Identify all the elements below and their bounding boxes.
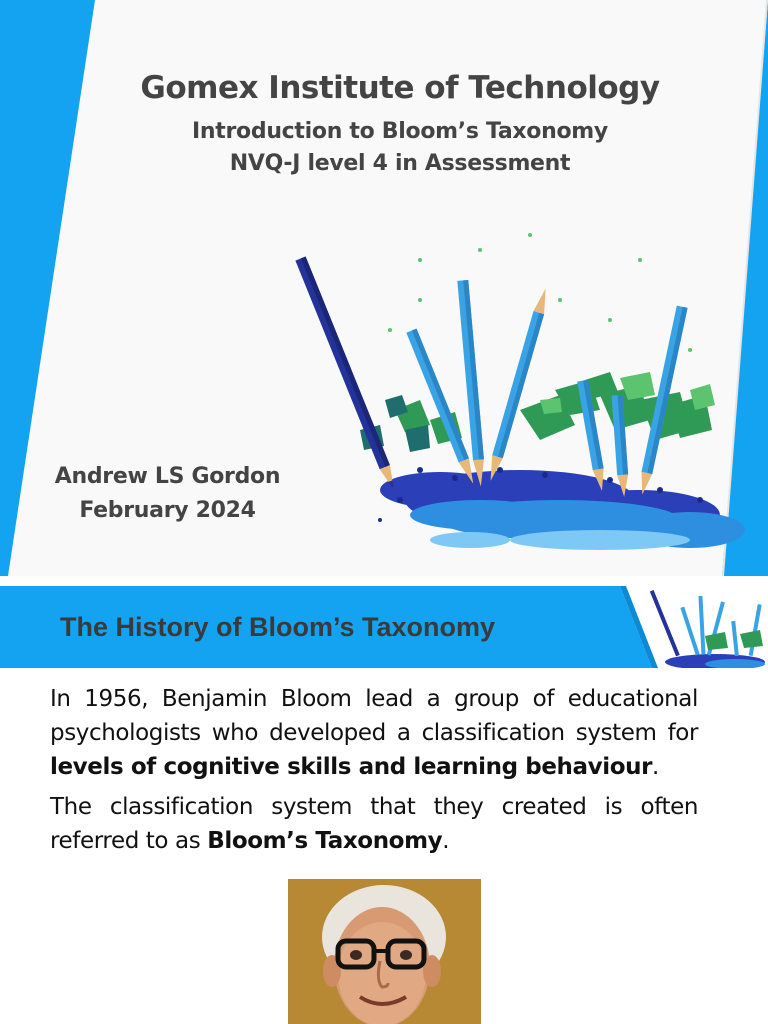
taxonomy-paragraph bbox=[50, 790, 698, 858]
presentation-subtitle: Introduction to Bloom’s Taxonomy bbox=[192, 119, 608, 144]
institute-title: Gomex Institute of Technology bbox=[140, 70, 660, 106]
paragraph-emphasis: Bloom’s Taxonomy bbox=[207, 828, 443, 854]
paragraph-end: . bbox=[442, 828, 450, 854]
paragraph-emphasis: levels of cognitive skills and learning behaviour bbox=[50, 754, 653, 780]
author-name: Andrew LS Gordon bbox=[54, 464, 281, 489]
author-block bbox=[30, 460, 305, 528]
paragraph-text: The classification system that they created is often referred to as bbox=[50, 794, 698, 854]
intro-paragraph bbox=[50, 682, 698, 784]
course-level: NVQ-J level 4 in Assessment bbox=[229, 151, 571, 176]
presentation-date: February 2024 bbox=[79, 498, 256, 523]
slide-heading: The History of Bloom’s Taxonomy bbox=[60, 612, 496, 642]
title-block bbox=[0, 70, 768, 180]
benjamin-bloom-portrait bbox=[288, 879, 481, 1024]
history-slide bbox=[0, 576, 768, 1024]
paragraph-text: In 1956, Benjamin Bloom lead a group of educational psychologists who developed a classification system for bbox=[50, 686, 698, 746]
paragraph-end: . bbox=[652, 754, 659, 780]
